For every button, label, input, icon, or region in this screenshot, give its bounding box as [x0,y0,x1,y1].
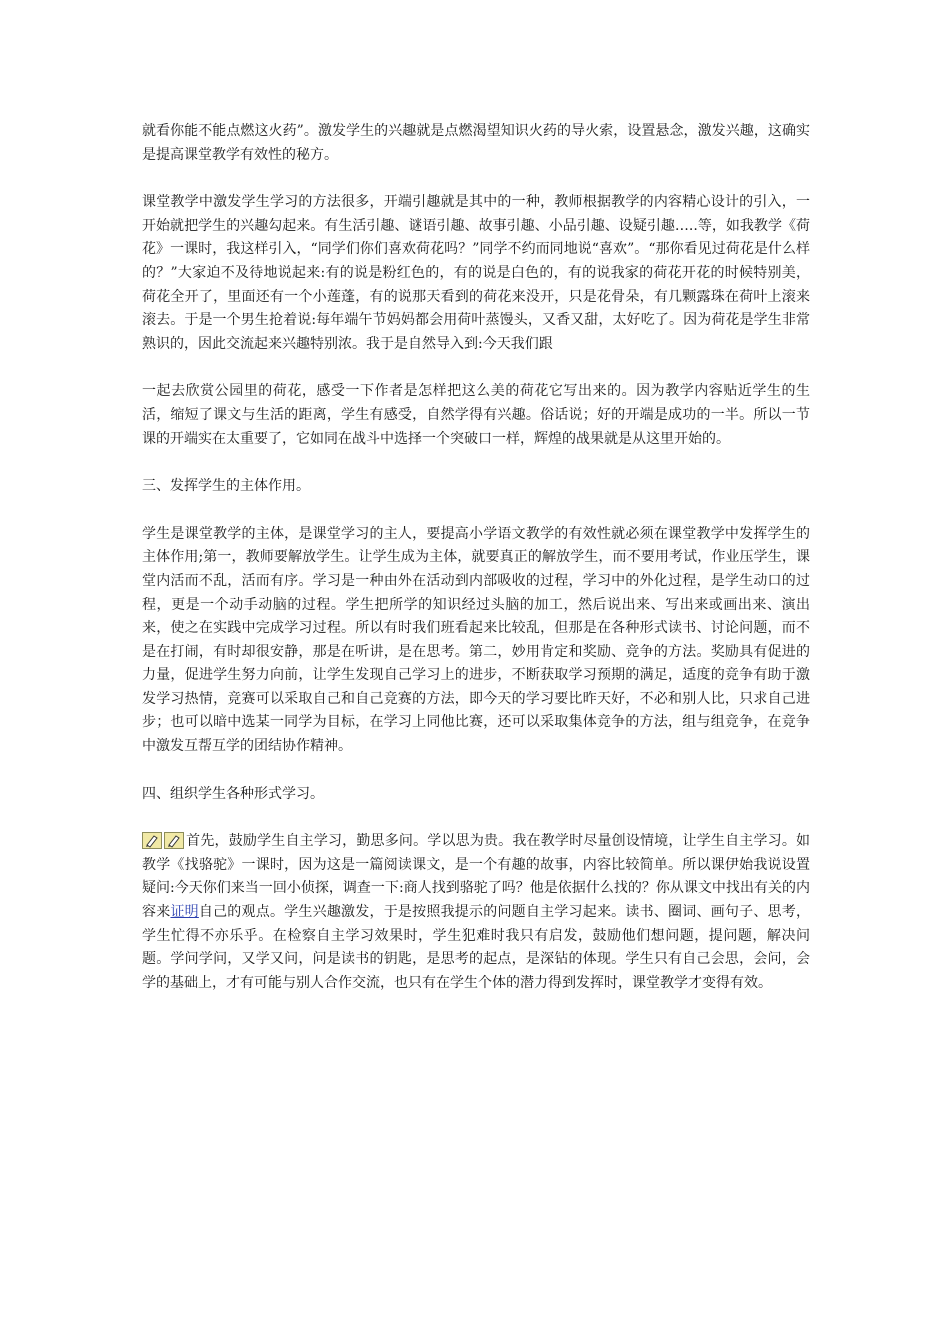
section-heading-3: 三、发挥学生的主体作用。 [142,478,310,495]
document-body [142,120,810,995]
paragraph-1: 就看你能不能点燃这火药”。激发学生的兴趣就是点燃渴望知识火药的导火索，设置悬念，激发兴趣，这确实是提高课堂教学有效性的秘方。 [142,123,810,163]
paragraph-3: 一起去欣赏公园里的荷花，感受一下作者是怎样把这么美的荷花它写出来的。因为教学内容贴近学生的生活，缩短了课文与生活的距离，学生有感受，自然学得有兴趣。俗话说；好的开端是成功的一半。所以一节课的开端实在太重要了，它如同在战斗中选择一个突破口一样，辉煌的战果就是从这里开始的。 [142,383,810,447]
paragraph-5-text-a: 首先，鼓励学生自主学习，勤思多问。学以思为贵。我在教学时尽量创设情境，让学生自主学习。如教学《找骆驼》一课时，因为这是一篇阅读课文，是一个有趣的故事，内容比较简单。所以课伊始我说设置疑问:今天你们来当一回小侦探，调查一下:商人找到骆驼了吗？他是依据什么找的？你从课文中找出有关的内容来 [142,833,810,921]
proof-link[interactable]: 证明 [170,904,199,921]
edit-icon[interactable] [142,832,162,849]
edit-icon[interactable] [164,832,184,849]
paragraph-4: 学生是课堂教学的主体，是课堂学习的主人，要提高小学语文教学的有效性就必须在课堂教学中发挥学生的主体作用;第一，教师要解放学生。让学生成为主体，就要真正的解放学生，而不要用考试，作业压学生，课堂内活而不乱，活而有序。学习是一种由外在活动到内部吸收的过程，学习中的外化过程，是学生动口的过程，更是一个动手动脑的过程。学生把所学的知识经过头脑的加工，然后说出来、写出来或画出来、演出来，使之在实践中完成学习过程。所以有时我们班看起来比较乱，但那是在各种形式读书、讨论问题，而不是在打闹，有时却很安静，那是在听讲，是在思考。第二，妙用肯定和奖励、竞争的方法。奖励具有促进的力量，促进学生努力向前，让学生发现自己学习上的进步，不断获取学习预期的满足，适度的竞争有助于激发学习热情，竞赛可以采取自己和自己竞赛的方法，即今天的学习要比昨天好，不必和别人比，只求自己进步；也可以暗中选某一同学为目标，在学习上同他比赛，还可以采取集体竞争的方法，组与组竞争，在竞争中激发互帮互学的团结协作精神。 [142,525,810,755]
section-heading-4: 四、组织学生各种形式学习。 [142,785,324,802]
paragraph-5-text-b: 自己的观点。学生兴趣激发，于是按照我提示的问题自主学习起来。读书、圈词、画句子、思考，学生忙得不亦乐乎。在检察自主学习效果时，学生犯难时我只有启发，鼓励他们想问题，提问题，解决问题。学问学问，又学又问，问是读书的钥匙，是思考的起点，是深钻的体现。学生只有自己会思，会问，会学的基础上，才有可能与别人合作交流，也只有在学生个体的潜力得到发挥时，课堂教学才变得有效。 [142,904,811,991]
paragraph-2: 课堂教学中激发学生学习的方法很多，开端引趣就是其中的一种，教师根据教学的内容精心设计的引入，一开始就把学生的兴趣勾起来。有生活引趣、谜语引趣、故事引趣、小品引趣、设疑引趣…..等，如我教学《荷花》一课时，我这样引入，“同学们你们喜欢荷花吗？”同学不约而同地说“喜欢”。“那你看见过荷花是什么样的？”大家迫不及待地说起来:有的说是粉红色的，有的说是白色的，有的说我家的荷花开花的时候特别美，荷花全开了，里面还有一个小莲蓬，有的说那天看到的荷花来没开，只是花骨朵，有几颗露珠在荷叶上滚来滚去。于是一个男生抢着说:每年端午节妈妈都会用荷叶蒸馒头，又香又甜，太好吃了。因为荷花是学生非常熟识的，因此交流起来兴趣特别浓。我于是自然导入到:今天我们跟 [142,194,810,352]
paragraph-5 [142,830,810,995]
